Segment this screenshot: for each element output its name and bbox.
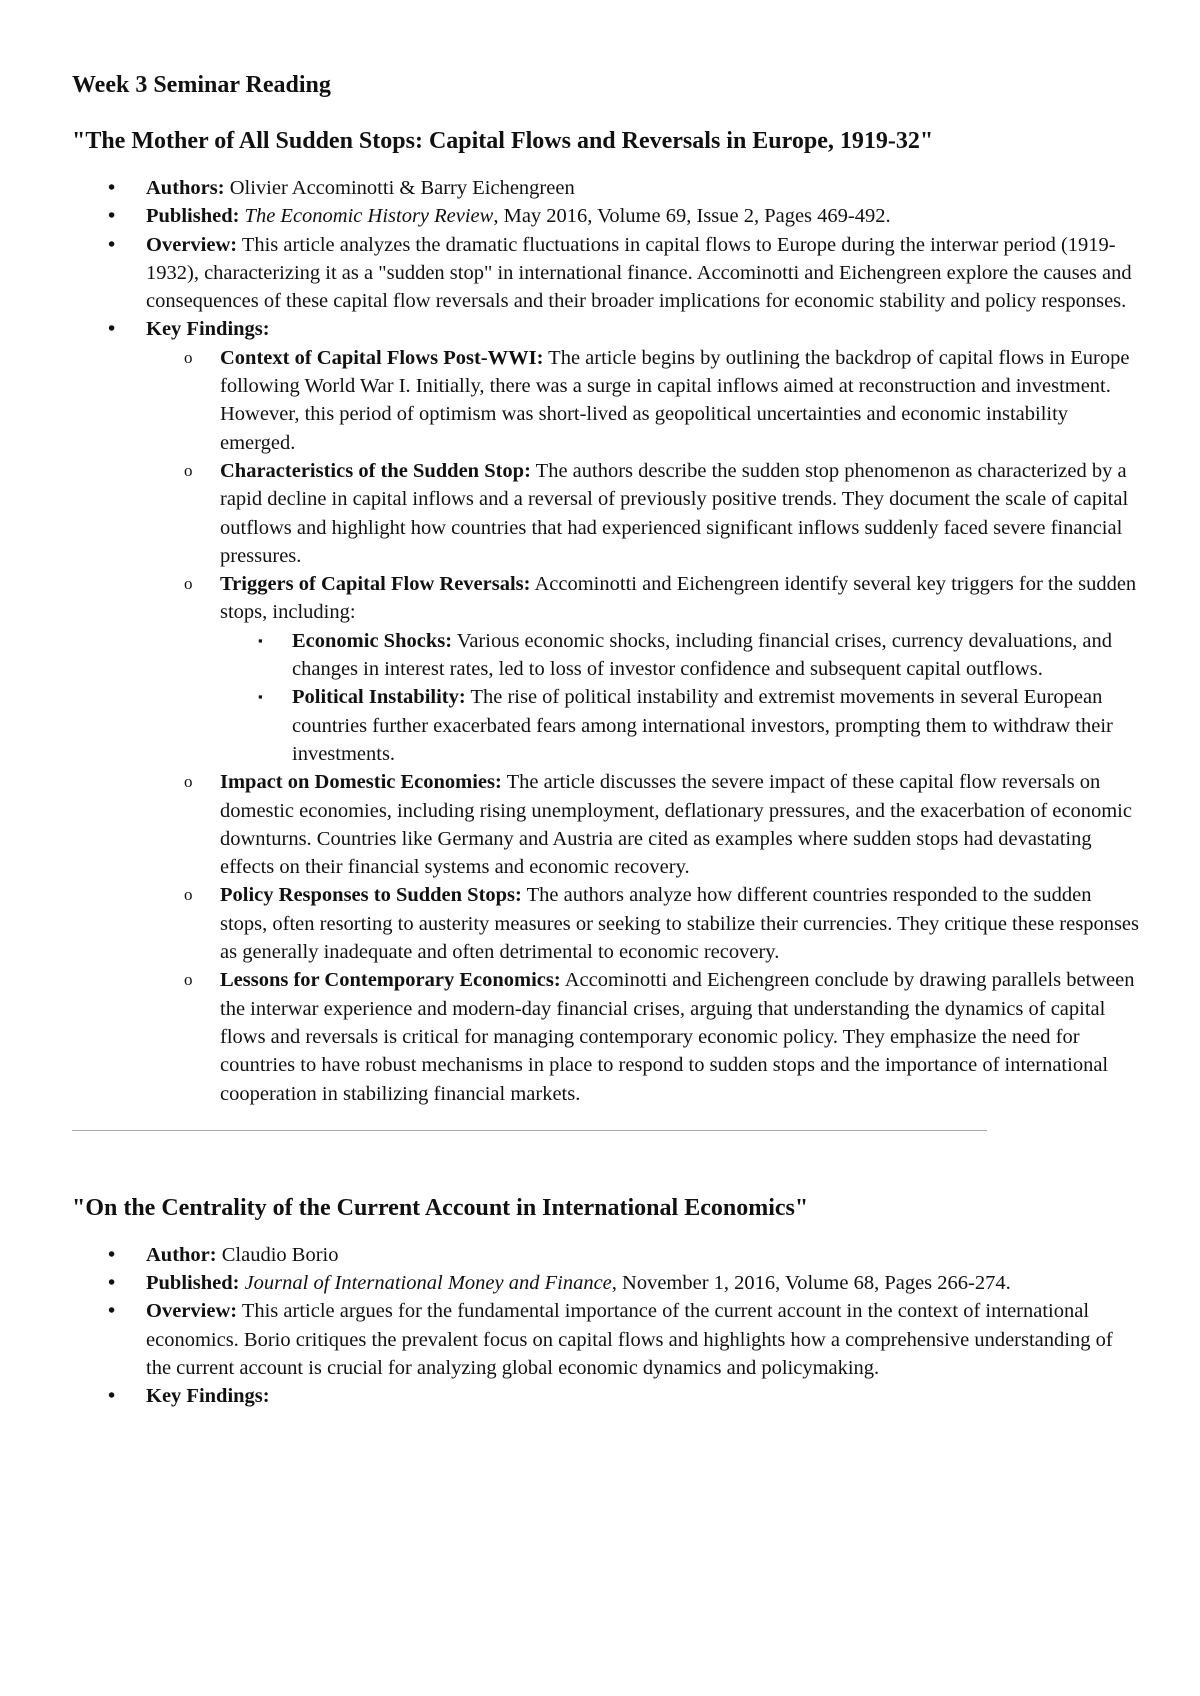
published-item: [72, 1269, 1142, 1297]
triggers-list: [220, 627, 1142, 768]
trigger-item: [220, 683, 1142, 768]
authors-item: [72, 174, 1142, 202]
circle-marker: o: [184, 347, 193, 367]
trigger-text: The rise of political instability and extremist movements in several European countries further exacerbated fears among international investors, prompting them to withdraw their investments.: [292, 686, 1113, 765]
page-heading: Week 3 Seminar Reading: [72, 72, 331, 98]
bullet-marker: •: [108, 318, 116, 341]
bullet-marker: •: [108, 1300, 116, 1323]
article-2-details: [72, 1241, 1142, 1411]
author-label: Author:: [146, 1243, 217, 1266]
circle-marker: o: [184, 885, 193, 905]
finding-label: Characteristics of the Sudden Stop:: [220, 459, 531, 482]
trigger-item: [220, 627, 1142, 684]
square-marker: ▪: [258, 632, 263, 648]
overview-text: This article argues for the fundamental importance of the current account in the context of international economics. Borio critiques the prevalent focus on capital flows and highlights how a comprehensive understanding of the current account is crucial for analyzing global economic dynamics and policymaking.: [146, 1300, 1113, 1379]
overview-item: [72, 231, 1142, 316]
published-details: , May 2016, Volume 69, Issue 2, Pages 469-492.: [493, 205, 891, 228]
article-2-title: "On the Centrality of the Current Account in International Economics": [72, 1194, 809, 1221]
finding-label: Impact on Domestic Economies:: [220, 771, 502, 794]
authors-value: Olivier Accominotti & Barry Eichengreen: [224, 177, 575, 199]
trigger-label: Political Instability:: [292, 686, 466, 709]
journal-name: The Economic History Review: [244, 205, 494, 228]
finding-label: Policy Responses to Sudden Stops:: [220, 884, 522, 907]
bullet-marker: •: [108, 205, 116, 228]
bullet-marker: •: [108, 1272, 116, 1295]
circle-marker: o: [184, 460, 193, 480]
published-label: Published:: [146, 205, 240, 228]
author-item: [72, 1241, 1142, 1269]
published-label: Published:: [146, 1272, 240, 1295]
published-item: [72, 202, 1142, 230]
article-1-details: [72, 174, 1142, 1108]
published-details: , November 1, 2016, Volume 68, Pages 266-274.: [611, 1272, 1011, 1295]
square-marker: ▪: [258, 689, 263, 705]
finding-label: Context of Capital Flows Post-WWI:: [220, 346, 544, 369]
bullet-marker: •: [108, 233, 116, 256]
finding-text: The article begins by outlining the backdrop of capital flows in Europe following World War I. Initially, there was a surge in capital inflows aimed at reconstruction and investment. However, this period of optimism was short-lived as geopolitical uncertainties and economic instability emerged.: [220, 346, 1130, 454]
finding-item: [146, 768, 1142, 881]
bullet-marker: •: [108, 1385, 116, 1408]
finding-text: Accominotti and Eichengreen conclude by drawing parallels between the interwar experience and modern-day financial crises, arguing that understanding the dynamics of capital flows and reversals is critical for managing contemporary economic policy. They emphasize the need for countries to have robust mechanisms in place to respond to sudden stops and the importance of international cooperation in stabilizing financial markets.: [220, 969, 1135, 1105]
finding-text: The authors analyze how different countries responded to the sudden stops, often resorting to austerity measures or seeking to stabilize their currencies. They critique these responses as generally inadequate and often detrimental to economic recovery.: [220, 884, 1140, 964]
overview-label: Overview:: [146, 1300, 238, 1323]
finding-item: [146, 570, 1142, 768]
overview-text: This article analyzes the dramatic fluctuations in capital flows to Europe during the interwar period (1919-1932), characterizing it as a "sudden stop" in international finance. Accominotti and Eichengreen explore the causes and consequences of these capital flow reversals and their broader implications for economic stability and policy responses.: [146, 233, 1132, 313]
authors-label: Authors:: [146, 177, 225, 199]
finding-item: [146, 344, 1142, 457]
finding-text: Accominotti and Eichengreen identify several key triggers for the sudden stops, including:: [220, 573, 1137, 624]
author-value: Claudio Borio: [216, 1243, 339, 1266]
finding-item: [146, 457, 1142, 570]
finding-text: The authors describe the sudden stop phenomenon as characterized by a rapid decline in capital inflows and a reversal of previously positive trends. They document the scale of capital outflows and highlight how countries that had experienced significant inflows suddenly faced severe financial pressures.: [220, 459, 1129, 567]
finding-item: [146, 966, 1142, 1107]
horizontal-divider: [72, 1130, 987, 1131]
circle-marker: o: [184, 574, 193, 594]
bullet-marker: •: [108, 1243, 116, 1266]
circle-marker: o: [184, 772, 193, 792]
finding-item: [146, 881, 1142, 966]
findings-list: [146, 344, 1142, 1108]
journal-name: Journal of International Money and Finance: [244, 1272, 612, 1295]
key-findings-label: Key Findings:: [146, 1385, 270, 1408]
finding-label: Lessons for Contemporary Economics:: [220, 969, 561, 992]
key-findings-item: [72, 1382, 1142, 1410]
key-findings-label: Key Findings:: [146, 318, 270, 341]
finding-label: Triggers of Capital Flow Reversals:: [220, 573, 531, 596]
trigger-text: Various economic shocks, including financial crises, currency devaluations, and changes in interest rates, led to loss of investor confidence and subsequent capital outflows.: [292, 629, 1113, 681]
circle-marker: o: [184, 970, 193, 990]
document-page: [72, 70, 1142, 1411]
overview-item: [72, 1297, 1142, 1382]
key-findings-item: [72, 315, 1142, 1107]
finding-text: The article discusses the severe impact of these capital flow reversals on domestic economies, including rising unemployment, deflationary pressures, and the exacerbation of economic downturns. Countries like Germany and Austria are cited as examples where sudden stops had devastating effects on their financial systems and economic recovery.: [220, 771, 1132, 879]
trigger-label: Economic Shocks:: [292, 629, 453, 652]
article-1-title: "The Mother of All Sudden Stops: Capital Flows and Reversals in Europe, 1919-32": [72, 128, 934, 154]
bullet-marker: •: [108, 177, 116, 199]
overview-label: Overview:: [146, 233, 238, 256]
